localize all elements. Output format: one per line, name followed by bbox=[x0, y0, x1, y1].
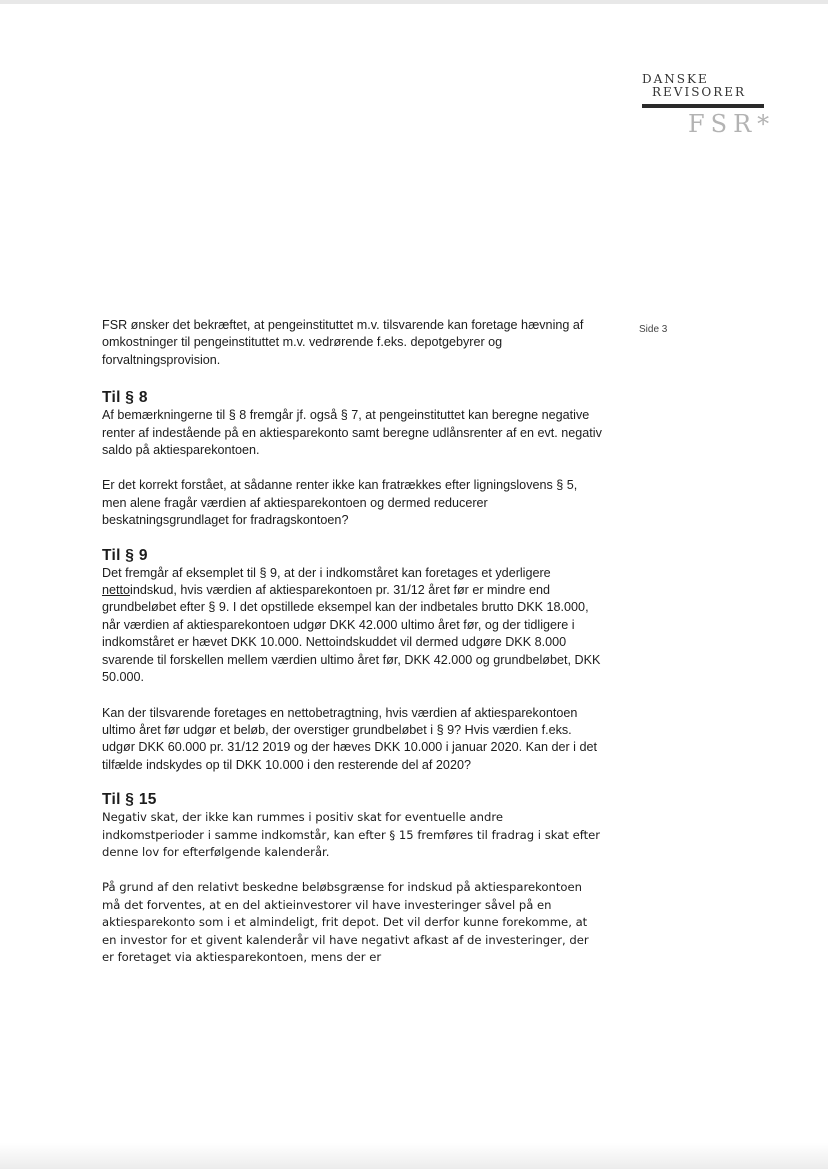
logo-line-danske: DANSKE bbox=[642, 72, 709, 86]
section-9-paragraph-2: Kan der tilsvarende foretages en nettobetragtning, hvis værdien af aktiesparekontoen ultimo året før udgør et beløb, der overstiger grundbeløbet i § 9? Hvis værdien f.eks. udgør DKK 60.000 pr. 31/12 2019 og der hæves DKK 10.000 i januar 2020. Kan der i det tilfælde indskydes op til DKK 10.000 i den resterende del af 2020? bbox=[102, 705, 597, 772]
underlined-netto: netto bbox=[102, 583, 131, 598]
section-heading-15: Til § 15 bbox=[102, 791, 157, 809]
section-heading-9: Til § 9 bbox=[102, 546, 148, 564]
logo-line-revisorer: REVISORER bbox=[652, 85, 747, 99]
intro-paragraph: FSR ønsker det bekræftet, at pengeinstituttet m.v. tilsvarende kan foretage hævning af omkostninger til pengeinstituttet m.v. vedrørende f.eks. depotgebyrer og forvaltningsprovision. bbox=[102, 318, 584, 367]
section-15-body bbox=[102, 809, 602, 966]
section-heading-8: Til § 8 bbox=[102, 389, 148, 407]
section-9-paragraph-1 bbox=[102, 565, 602, 687]
section-15-paragraph-2: På grund af den relativt beskedne beløbsgrænse for indskud på aktiesparekontoen må det forventes, at en del aktieinvestorer vil have investeringer såvel på en aktiesparekonto som i et almindeligt, frit depot. Det vil derfor kunne forekomme, at en investor for et givent kalenderår vil have negativt afkast af de investeringer, der er foretaget via aktiesparekontoen, mens der er bbox=[102, 880, 589, 964]
document-body bbox=[102, 317, 602, 966]
scan-edge-top bbox=[0, 0, 828, 4]
section-9-text-a: Det fremgår af eksemplet til § 9, at der i indkomståret kan foretages et yderligere bbox=[102, 565, 551, 580]
section-8-paragraph-1: Af bemærkningerne til § 8 fremgår jf. også § 7, at pengeinstituttet kan beregne negative renter af indestående på en aktiesparekonto samt beregne udlånsrenter af en evt. negativ saldo på aktiesparekontoen. bbox=[102, 408, 602, 458]
logo-fsr-mark: FSR* bbox=[688, 110, 776, 138]
page-number: Side 3 bbox=[639, 324, 668, 335]
logo-bar bbox=[642, 104, 764, 108]
scan-edge-bottom bbox=[0, 1143, 828, 1169]
section-15-paragraph-1: Negativ skat, der ikke kan rummes i positiv skat for eventuelle andre indkomstperioder i samme indkomstår, kan efter § 15 fremføres til fradrag i skat efter denne lov for efterfølgende kalenderår. bbox=[102, 810, 601, 859]
section-9-text-b: indskud, hvis værdien af aktiesparekontoen pr. 31/12 året før er mindre end grundbeløbet efter § 9. I det opstillede eksempel kan der indbetales brutto DKK 18.000, når værdien af aktiesparekontoen udgør DKK 42.000 ultimo året før, og der tidligere i indkomståret er hævet DKK 10.000. Nettoindskuddet vil dermed udgøre DKK 8.000 svarende til forskellen mellem værdien ultimo året før, DKK 42.000 og grundbeløbet, DKK 50.000. bbox=[102, 583, 601, 685]
section-8-paragraph-2: Er det korrekt forstået, at sådanne renter ikke kan fratrækkes efter ligningslovens § 5, men alene fragår værdien af aktiesparekontoen og dermed reducerer beskatningsgrundlaget for fradragskontoen? bbox=[102, 478, 578, 528]
